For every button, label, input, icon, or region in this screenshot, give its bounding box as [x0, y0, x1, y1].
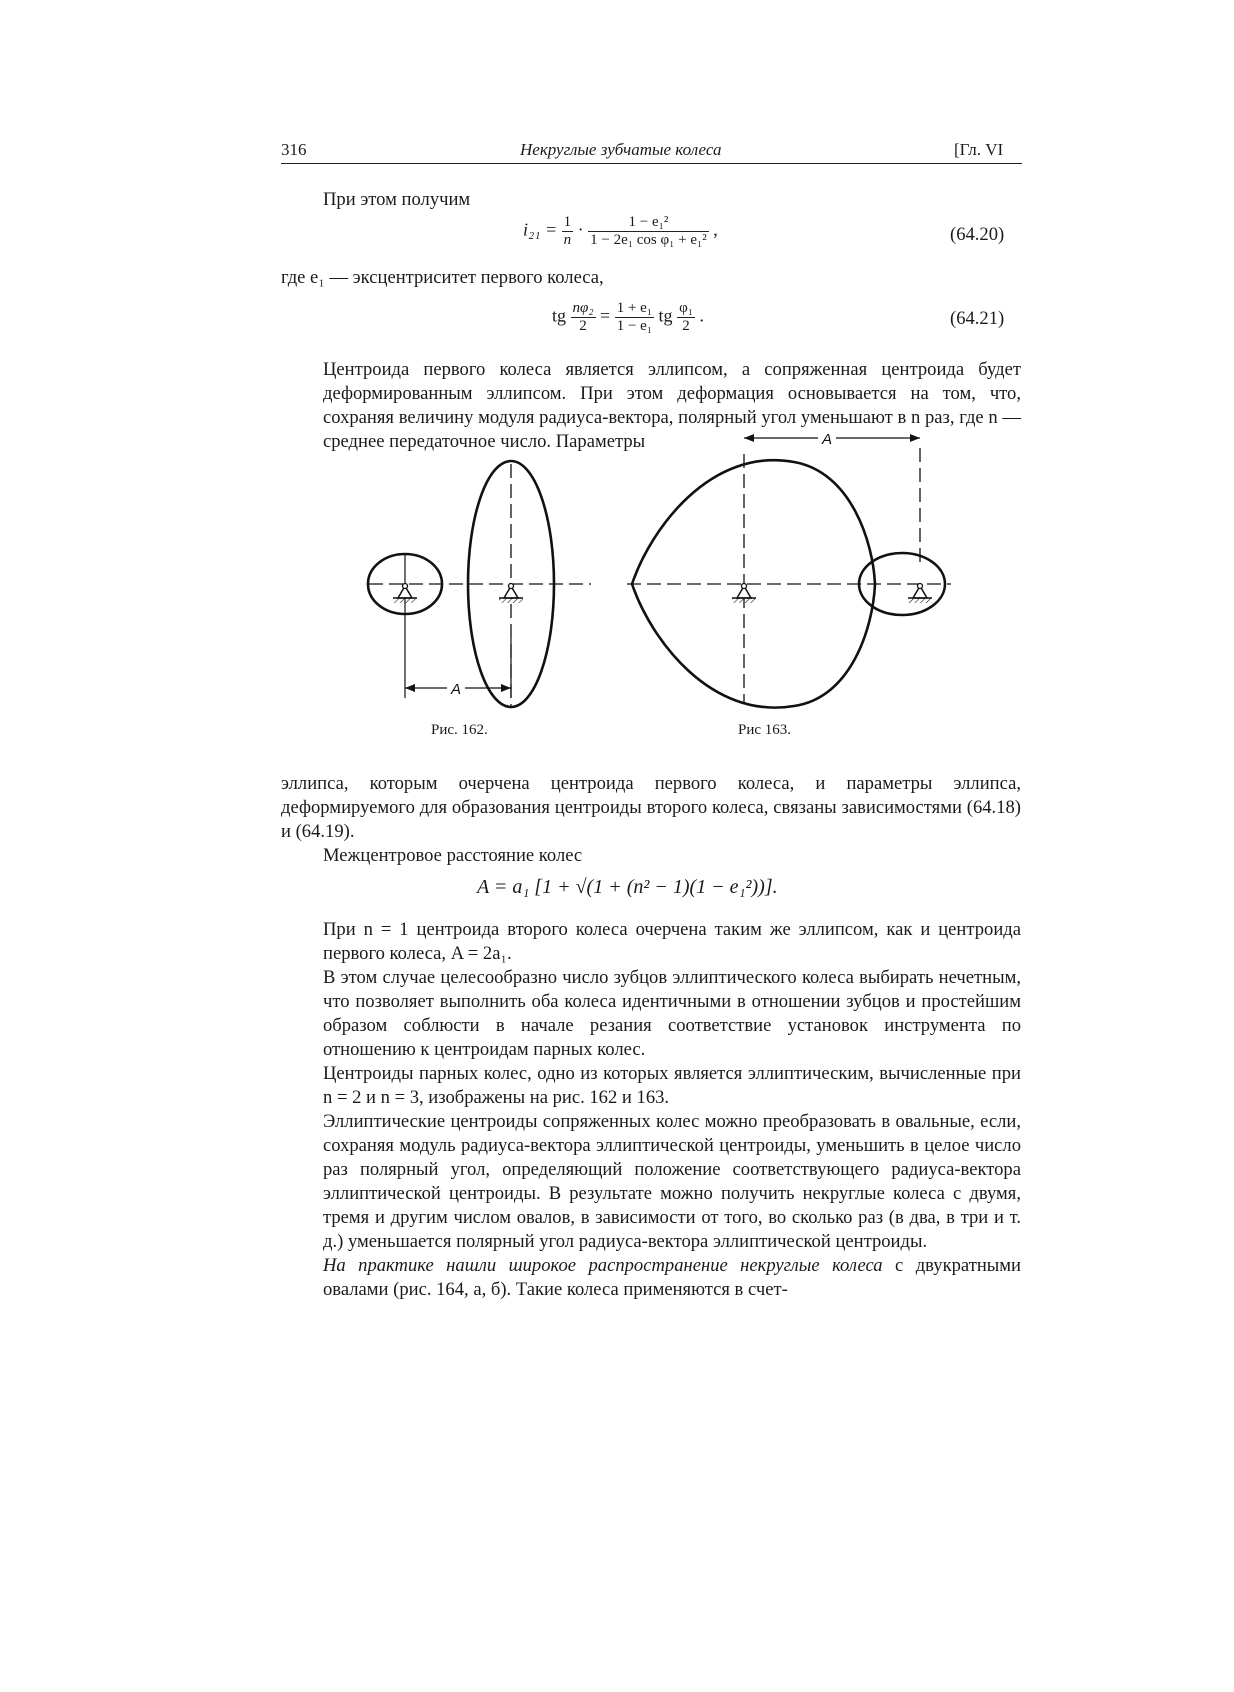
header-rule	[281, 163, 1022, 164]
fraction-denominator: 2	[682, 318, 690, 334]
paragraph-8-italic: На практике нашли широкое распространение некруглые колеса	[323, 1255, 883, 1276]
paragraph-6: Центроиды парных колес, одно из которых является эллиптическим, вычисленные при n = 2 и n = 3, изображены на рис. 162 и 163.	[323, 1063, 1021, 1108]
eq-tg: tg	[658, 305, 673, 326]
fraction-numerator: φ₁	[679, 300, 693, 316]
equation-center-distance: A = a₁ [1 + √(1 + (n² − 1)(1 − e₁²))].	[477, 876, 778, 898]
figures-162-163	[281, 431, 1021, 750]
eq-lhs: i₂₁ =	[523, 219, 558, 240]
equation-number-64-20: (64.20)	[950, 224, 1005, 245]
equation-number-64-21: (64.21)	[950, 308, 1005, 329]
figure-caption-163: Рис 163.	[738, 722, 792, 738]
dimension-label-a: A	[821, 431, 833, 448]
paragraph-2	[281, 772, 1021, 844]
paragraph-text: Центроида первого колеса является эллипсом, а сопряженная центроида будет деформированным эллипсом. При этом деформация основывается на том, что, сохраняя величину модуля радиуса-вектора, полярный угол уменьшают в n раз, где n — среднее передаточное число. Параметры	[323, 359, 1021, 452]
paragraph-3: Межцентровое расстояние колес	[323, 845, 583, 866]
fraction-numerator: 1 − e₁²	[588, 214, 709, 232]
figure-caption-162: Рис. 162.	[431, 722, 488, 738]
paragraph-7: Эллиптические центроиды сопряженных колес можно преобразовать в овальные, если, сохраняя модуль радиуса-вектора эллиптической центроиды, уменьшить в целое число раз полярный угол, определяющий положение соответствующего радиуса-вектора эллиптической центроиды. В результате можно получить некруглые колеса с двумя, тремя и другим числом овалов, в зависимости от того, во сколько раз (в два, в три и т. д.) уменьшается полярный угол радиуса-вектора эллиптической центроиды.	[323, 1111, 1021, 1252]
eq-dot: ·	[577, 219, 584, 240]
intro-text: При этом получим	[323, 189, 471, 210]
fraction	[677, 300, 695, 335]
fraction	[615, 300, 654, 335]
paragraph-text: эллипса, которым очерчена центроида первого колеса, и параметры эллипса, деформируемого для образования центроиды второго колеса, связаны зависимостями (64.18) и (64.19).	[281, 773, 1021, 842]
paragraph-8-rest: с двукратными овалами (рис. 164, а, б). Такие колеса применяются в счет-	[323, 1255, 1021, 1300]
chapter-label: [Гл. VI	[954, 140, 1004, 159]
equation-64-20	[523, 214, 718, 249]
figure-162-drawing	[368, 461, 591, 707]
eq-equals: =	[600, 305, 611, 326]
eq-tg: tg	[552, 305, 567, 326]
eq-tail: .	[699, 305, 704, 326]
page-number: 316	[281, 140, 307, 159]
eq-tail: ,	[713, 219, 718, 240]
fraction-denominator: n	[563, 232, 572, 248]
body-text	[281, 918, 1021, 1302]
equation-64-21	[552, 300, 704, 335]
fraction-denominator: 1 − 2e₁ cos φ₁ + e₁²	[590, 232, 707, 248]
fraction-denominator: 1 − e₁	[616, 318, 653, 334]
fraction-numerator: 1	[563, 214, 572, 230]
paragraph-4: При n = 1 центроида второго колеса очерчена таким же эллипсом, как и центроида первого колеса, A = 2a₁.	[323, 919, 1021, 964]
fraction	[588, 214, 709, 249]
paragraph-5: В этом случае целесообразно число зубцов эллиптического колеса выбирать нечетным, что позволяет выполнить оба колеса идентичными в отношении зубцов и простейшим образом соблюсти в начале резания соответствие установок инструмента по отношению к центроидам парных колес.	[323, 967, 1021, 1060]
fraction-numerator: nφ₂	[572, 300, 594, 316]
paragraph-8	[281, 1254, 1021, 1302]
fraction	[562, 214, 574, 249]
dimension-label-a: A	[450, 681, 462, 698]
fraction	[571, 300, 596, 335]
figure-163-drawing	[627, 434, 951, 708]
running-title: Некруглые зубчатые колеса	[520, 140, 722, 159]
where-line: где e₁ — эксцентриситет первого колеса,	[281, 267, 604, 288]
fraction-denominator: 2	[579, 318, 587, 334]
fraction-numerator: 1 + e₁	[616, 300, 653, 316]
